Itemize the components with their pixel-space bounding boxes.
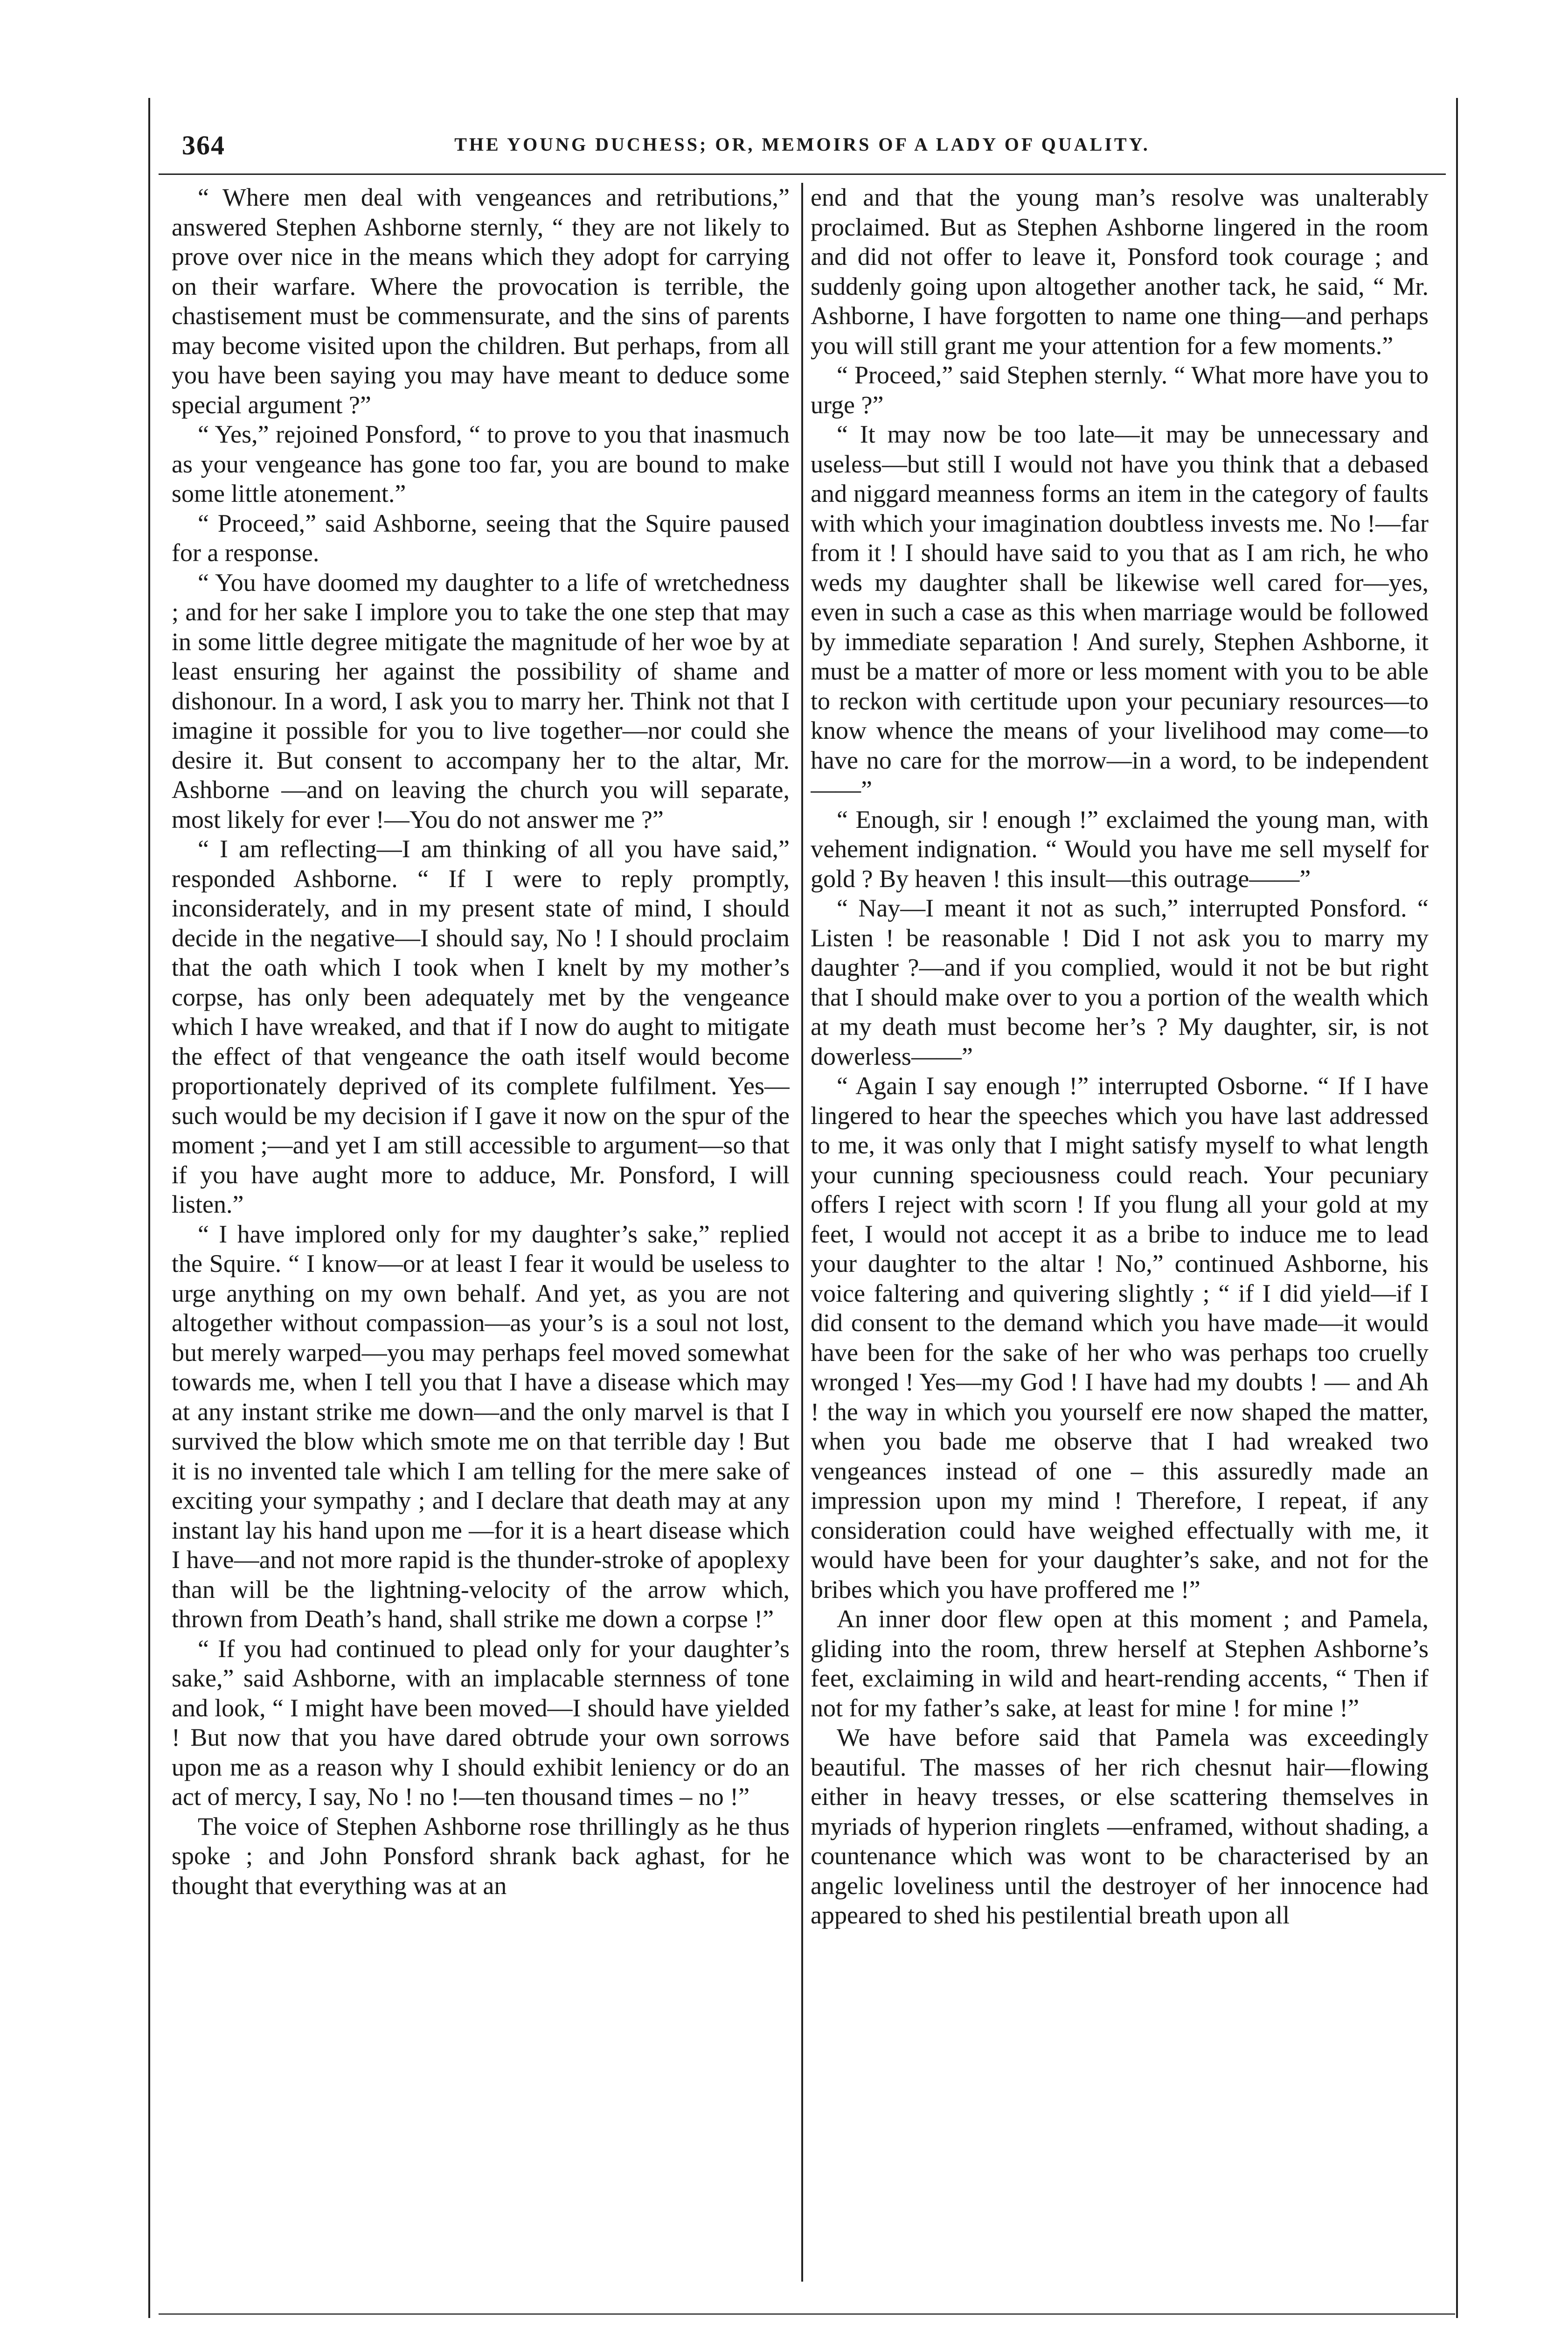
page-number: 364 — [182, 130, 225, 160]
left-column — [172, 183, 790, 2286]
right-column — [811, 183, 1429, 2286]
paragraph: “ Again I say enough !” interrupted Osborne. “ If I have lingered to hear the speeches which you have last addressed to me, it was only that I might satisfy myself to what length your cunning speciousness could reach. Your pecuniary offers I reject with scorn ! If you flung all your gold at my feet, I would not accept it as a bribe to induce me to lead your daughter to the altar ! No,” continued Ashborne, his voice faltering and quivering slightly ; “ if I did yield—if I did consent to the demand which you have made—it would have been for the sake of her who was perhaps too cruelly wronged ! Yes—my God ! I have had my doubts ! — and Ah ! the way in which you yourself ere now shaped the matter, when you bade me observe that I had wreaked two vengeances instead of one – this assuredly made an impression upon my mind ! Therefore, I repeat, if any consideration could have weighed effectually with me, it would have been for your daughter’s sake, and not for the bribes which you have proffered me !” — [811, 1072, 1429, 1603]
paragraph: “ Where men deal with vengeances and retributions,” answered Stephen Ashborne sternly, “ they are not likely to prove over nice in the means which they adopt for carrying on their warfare. Where the provocation is terrible, the chastisement must be commensurate, and the sins of parents may become visited upon the children. But perhaps, from all you have been saying you may have meant to deduce some special argument ?” — [172, 183, 790, 419]
paragraph: “ Proceed,” said Ashborne, seeing that the Squire paused for a response. — [172, 509, 790, 567]
paragraph: “ It may now be too late—it may be unnecessary and useless—but still I would not have you think that a debased and niggard meanness forms an item in the category of faults with which your imagination doubtless invests me. No !—far from it ! I should have said to you that as I am rich, he who weds my daughter shall be likewise well cared for—yes, even in such a case as this when marriage would be followed by immediate separation ! And surely, Stephen Ashborne, it must be a matter of more or less moment with you to be able to reckon with certitude upon your pecuniary resources—to know whence the means of your livelihood may come—to have no care for the morrow—in a word, to be independent——” — [811, 420, 1429, 804]
running-title: THE YOUNG DUCHESS; OR, MEMOIRS OF A LADY OF QUALITY. — [454, 134, 1150, 155]
column-divider — [801, 183, 803, 2282]
paragraph: “ I am reflecting—I am thinking of all you have said,” responded Ashborne. “ If I were to reply promptly, inconsiderately, and in my present state of mind, I should decide in the negative—I should say, No ! I should proclaim that the oath which I took when I knelt by my mother’s corpse, has only been adequately met by the vengeance which I have wreaked, and that if I now do aught to mitigate the effect of that vengeance the oath itself would become proportionately deprived of its complete fulfilment. Yes—such would be my decision if I gave it now on the spur of the moment ;—and yet I am still accessible to argument—so that if you have aught more to adduce, Mr. Ponsford, I will listen.” — [172, 835, 790, 1218]
paragraph: “ Yes,” rejoined Ponsford, “ to prove to you that inasmuch as your vengeance has gone too far, you are bound to make some little atonement.” — [172, 420, 790, 507]
page-header — [159, 130, 1446, 172]
paragraph: “ Proceed,” said Stephen sternly. “ What more have you to urge ?” — [811, 361, 1429, 419]
paragraph: We have before said that Pamela was exceedingly beautiful. The masses of her rich chesnut hair—flowing either in heavy tresses, or else scattering themselves in myriads of hyperion ringlets —enframed, without shading, a countenance which was wont to be characterised by an angelic loveliness until the destroyer of her innocence had appeared to shed his pestilential breath upon all — [811, 1723, 1429, 1929]
bottom-rule — [159, 2313, 1455, 2315]
paragraph: end and that the young man’s resolve was unalterably proclaimed. But as Stephen Ashborne lingered in the room and did not offer to leave it, Ponsford took courage ; and suddenly going upon altogether another tack, he said, “ Mr. Ashborne, I have forgotten to name one thing—and perhaps you will still grant me your attention for a few moments.” — [811, 183, 1429, 360]
paragraph: An inner door flew open at this moment ; and Pamela, gliding into the room, threw herself at Stephen Ashborne’s feet, exclaiming in wild and heart-rending accents, “ Then if not for my father’s sake, at least for mine ! for mine !” — [811, 1605, 1429, 1722]
header-rule — [159, 174, 1446, 175]
paragraph: “ You have doomed my daughter to a life of wretchedness ; and for her sake I implore you to take the one step that may in some little degree mitigate the magnitude of her woe by at least ensuring her against the possibility of shame and dishonour. In a word, I ask you to marry her. Think not that I imagine it possible for you to live together—nor could she desire it. But consent to accompany her to the altar, Mr. Ashborne —and on leaving the church you will separate, most likely for ever !—You do not answer me ?” — [172, 568, 790, 833]
paragraph: “ I have implored only for my daughter’s sake,” replied the Squire. “ I know—or at least I fear it would be useless to urge anything on my own behalf. And yet, as you are not altogether without compassion—as your’s is a soul not lost, but merely warped—you may perhaps feel moved somewhat towards me, when I tell you that I have a disease which may at any instant strike me down—and the only marvel is that I survived the blow which smote me on that terrible day ! But it is no invented tale which I am telling for the mere sake of exciting your sympathy ; and I declare that death may at any instant lay his hand upon me —for it is a heart disease which I have—and not more rapid is the thunder-stroke of apoplexy than will be the lightning-velocity of the arrow which, thrown from Death’s hand, shall strike me down a corpse !” — [172, 1220, 790, 1633]
paragraph: “ If you had continued to plead only for your daughter’s sake,” said Ashborne, with an implacable sternness of tone and look, “ I might have been moved—I should have yielded ! But now that you have dared obtrude your own sorrows upon me as a reason why I should exhibit leniency or do an act of mercy, I say, No ! no !—ten thousand times – no !” — [172, 1634, 790, 1811]
paragraph: “ Enough, sir ! enough !” exclaimed the young man, with vehement indignation. “ Would you have me sell myself for gold ? By heaven ! this insult—this outrage——” — [811, 805, 1429, 893]
paragraph: The voice of Stephen Ashborne rose thrillingly as he thus spoke ; and John Ponsford shrank back aghast, for he thought that everything was at an — [172, 1812, 790, 1900]
paragraph: “ Nay—I meant it not as such,” interrupted Ponsford. “ Listen ! be reasonable ! Did I not ask you to marry my daughter ?—and if you complied, would it not be but right that I should make over to you a portion of the wealth which at my death must become her’s ? My daughter, sir, is not dowerless——” — [811, 894, 1429, 1070]
